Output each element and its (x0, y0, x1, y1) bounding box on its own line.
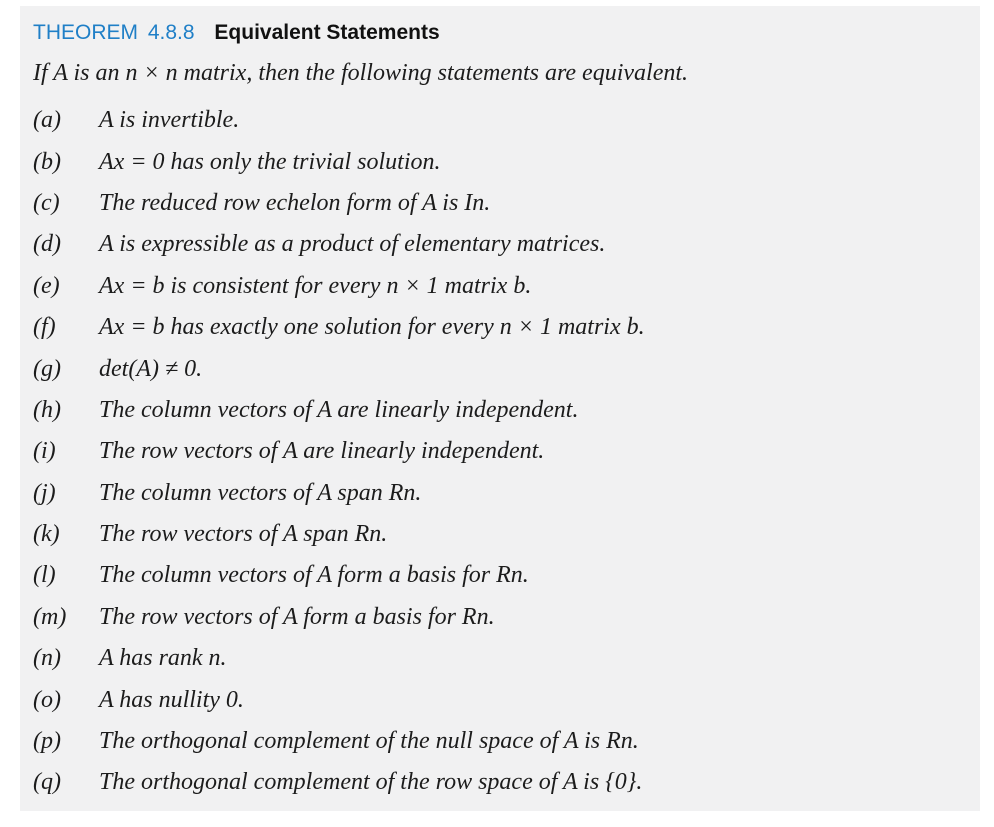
statement-text: The column vectors of A form a basis for Rn. (99, 562, 529, 589)
statement-item (33, 100, 645, 141)
statement-text: Ax = b has exactly one solution for every n × 1 matrix b. (99, 314, 645, 341)
statement-item (33, 638, 645, 679)
theorem-intro: If A is an n × n matrix, then the following statements are equivalent. (33, 60, 689, 86)
statement-item (33, 183, 645, 224)
statement-text: Ax = b is consistent for every n × 1 matrix b. (99, 272, 532, 299)
statement-item (33, 141, 645, 182)
statement-item (33, 390, 645, 431)
statement-text: A has rank n. (99, 645, 227, 672)
statement-label: (l) (33, 562, 56, 589)
statement-label: (g) (33, 355, 61, 382)
statement-text: The reduced row echelon form of A is In. (99, 189, 491, 216)
theorem-label: THEOREM (33, 21, 138, 44)
statement-item (33, 348, 645, 389)
statement-item (33, 514, 645, 555)
statement-label: (p) (33, 728, 61, 755)
statement-text: A has nullity 0. (99, 686, 244, 713)
statement-list (33, 100, 645, 804)
statement-label: (f) (33, 314, 56, 341)
theorem-number: 4.8.8 (147, 21, 195, 44)
statement-text: The orthogonal complement of the row space of A is {0}. (99, 769, 643, 796)
statement-item (33, 431, 645, 472)
statement-item (33, 555, 645, 596)
statement-item (33, 224, 645, 265)
statement-text: Ax = 0 has only the trivial solution. (99, 148, 441, 175)
statement-label: (k) (33, 521, 60, 548)
statement-text: The column vectors of A are linearly independent. (99, 396, 579, 423)
statement-label: (h) (33, 396, 61, 423)
statement-item (33, 473, 645, 514)
statement-item (33, 266, 645, 307)
statement-item (33, 762, 645, 803)
statement-label: (c) (33, 189, 60, 216)
theorem-title: Equivalent Statements (214, 21, 440, 44)
statement-text: The row vectors of A span Rn. (99, 521, 388, 548)
statement-text: The row vectors of A form a basis for Rn. (99, 603, 495, 630)
statement-text: A is invertible. (99, 107, 240, 134)
statement-label: (d) (33, 231, 61, 258)
statement-label: (n) (33, 645, 61, 672)
statement-label: (b) (33, 148, 61, 175)
statement-label: (q) (33, 769, 61, 796)
statement-label: (o) (33, 686, 61, 713)
theorem-header (33, 21, 440, 45)
statement-text: det(A) ≠ 0. (99, 355, 203, 382)
statement-text: The column vectors of A span Rn. (99, 479, 422, 506)
statement-label: (e) (33, 272, 60, 299)
statement-item (33, 597, 645, 638)
statement-label: (m) (33, 603, 67, 630)
statement-item (33, 679, 645, 720)
statement-item (33, 721, 645, 762)
statement-text: A is expressible as a product of elementary matrices. (99, 231, 606, 258)
statement-text: The row vectors of A are linearly independent. (99, 438, 545, 465)
statement-label: (j) (33, 479, 56, 506)
statement-text: The orthogonal complement of the null space of A is Rn. (99, 728, 639, 755)
statement-label: (i) (33, 438, 56, 465)
statement-item (33, 307, 645, 348)
statement-label: (a) (33, 107, 61, 134)
